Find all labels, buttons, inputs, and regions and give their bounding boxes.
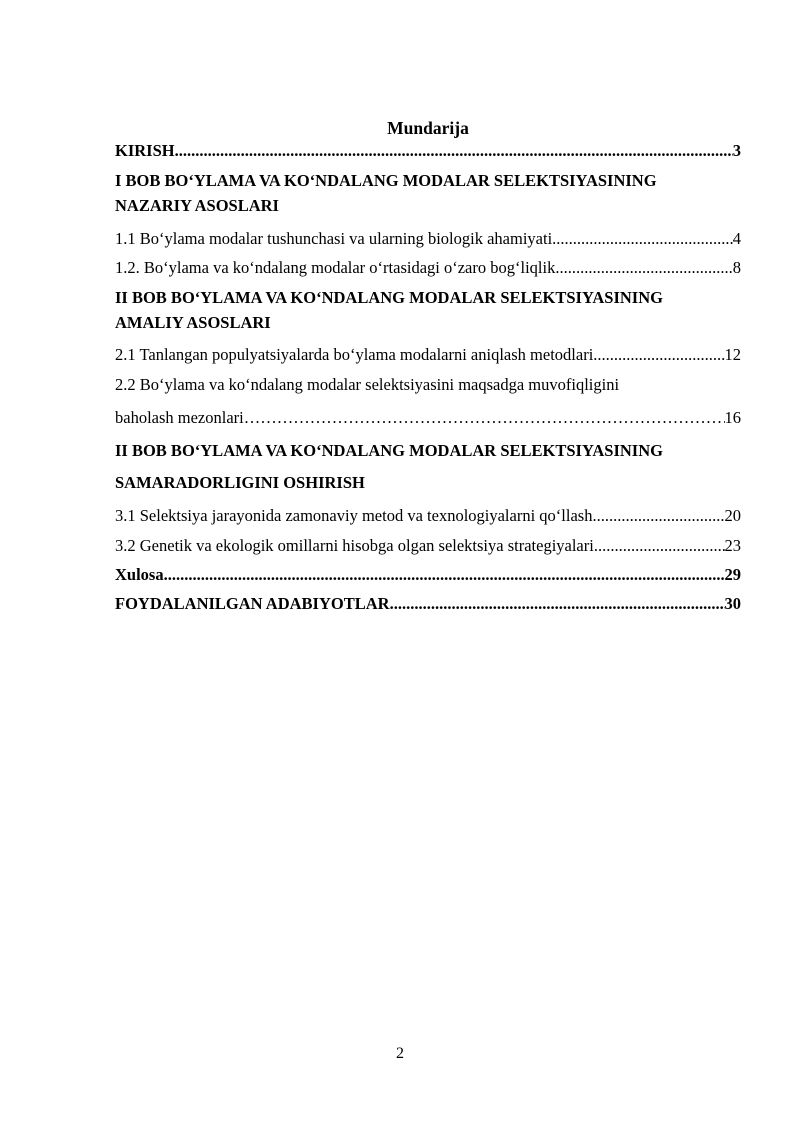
toc-entry-2-2-line-1 [115,374,741,396]
dot-leader [555,257,732,279]
toc-entry-2-1 [115,344,741,366]
toc-entry-xulosa [115,564,741,586]
toc-entry-2-2-line-2 [115,407,741,429]
toc-chapter-2-line-2: AMALIY ASOSLARI [115,313,271,332]
toc-entry-text: 3.2 Genetik va ekologik omillarni hisobga olgan selektsiya strategiyalari [115,536,594,555]
dot-leader [164,564,725,586]
dot-leader [594,535,725,557]
toc-entry-1-1 [115,228,741,250]
toc-entry-page: 8 [732,258,741,277]
dot-leader [593,344,724,366]
toc-entry-text: Xulosa [115,565,164,584]
toc-entry-text: 1.2. Bo‘ylama va ko‘ndalang modalar o‘rtasidagi o‘zaro bog‘liqlik [115,258,556,277]
toc-entry-text: FOYDALANILGAN ADABIYOTLAR [115,594,390,613]
toc-chapter-1-line-1: I BOB BO‘YLAMA VA KO‘NDALANG MODALAR SELEKTSIYASINING [115,171,657,190]
dot-leader [552,228,733,250]
toc-chapter-3-line-1: II BOB BO‘YLAMA VA KO‘NDALANG MODALAR SELEKTSIYASINING [115,441,663,460]
toc-entry-page: 30 [724,594,741,613]
toc-entry-text: 1.1 Bo‘ylama modalar tushunchasi va ularning biologik ahamiyati [115,229,553,248]
toc-chapter-3-line-2: SAMARADORLIGINI OSHIRISH [115,473,365,492]
toc-entry-3-2 [115,535,741,557]
toc-entry-page: 12 [724,345,741,364]
toc-entry-text: 2.2 Bo‘ylama va ko‘ndalang modalar selektsiyasini maqsadga muvofiqligini [115,375,620,394]
dot-leader [390,593,725,615]
page-number: 2 [396,1045,404,1062]
toc-entry-page: 20 [724,506,741,525]
toc-entry-page: 29 [724,565,741,584]
toc-entry-text: baholash mezonlari [115,408,244,427]
ellipsis-leader [244,407,725,429]
toc-entry-3-1 [115,505,741,527]
toc-entry-page: 4 [732,229,741,248]
toc-chapter-2-line-1: II BOB BO‘YLAMA VA KO‘NDALANG MODALAR SELEKTSIYASINING [115,288,663,307]
toc-entry-text: 3.1 Selektsiya jarayonida zamonaviy metod va texnologiyalarni qo‘llash [115,506,593,525]
toc-entry-page: 23 [724,536,741,555]
toc-entry-text: 2.1 Tanlangan populyatsiyalarda bo‘ylama modalarni aniqlash metodlari [115,345,594,364]
toc-entry-1-2 [115,257,741,279]
toc-entry-adabiyotlar [115,593,741,615]
toc-title: Mundarija [387,118,469,138]
dot-leader [175,140,733,162]
toc-entry-page: 3 [732,141,741,160]
dot-leader [592,505,724,527]
toc-entry-page: 16 [724,408,741,427]
toc-entry-kirish [115,140,741,162]
toc-chapter-1-line-2: NAZARIY ASOSLARI [115,196,279,215]
toc-entry-text: KIRISH [115,141,175,160]
